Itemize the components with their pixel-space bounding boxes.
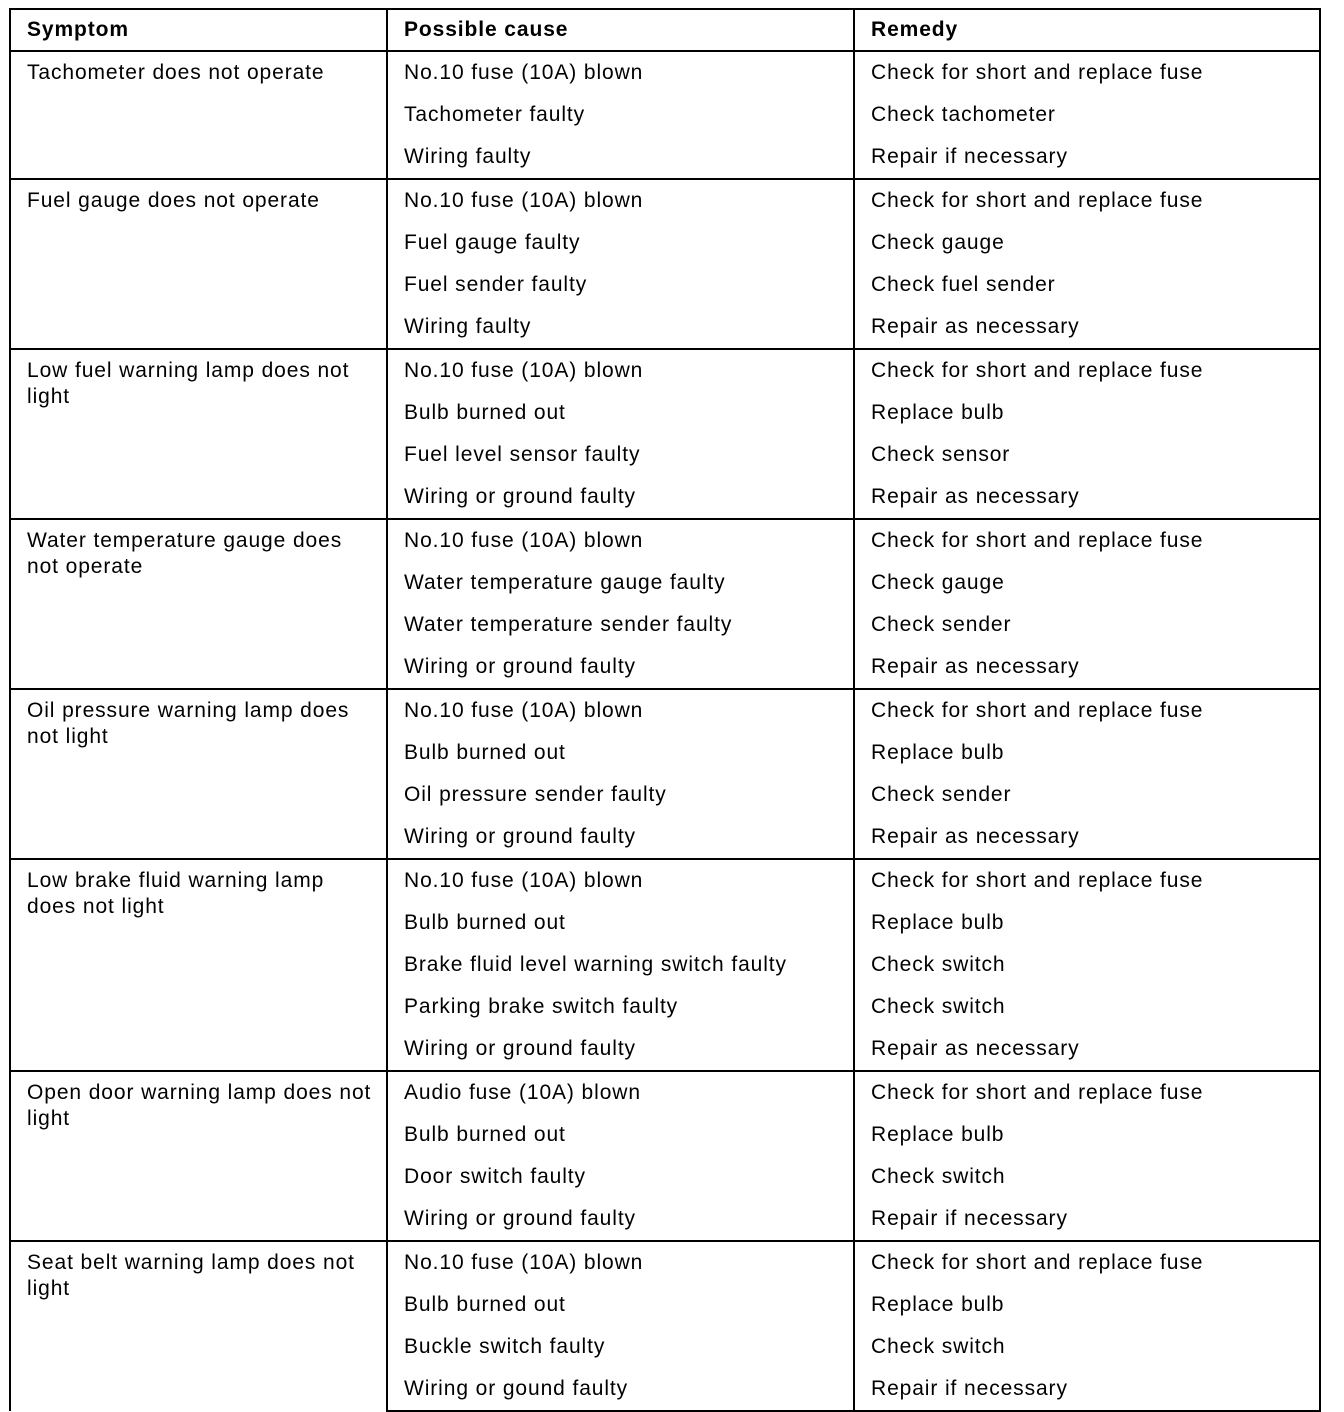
cause-cell: Bulb burned out bbox=[387, 1284, 854, 1326]
remedy-cell: Check fuel sender bbox=[854, 264, 1320, 306]
symptom-cell: Water temperature gauge does not operate bbox=[10, 519, 387, 689]
remedy-cell: Check sender bbox=[854, 774, 1320, 816]
cause-cell: Fuel sender faulty bbox=[387, 264, 854, 306]
symptom-cell: Tachometer does not operate bbox=[10, 51, 387, 179]
cause-column-header: Possible cause bbox=[387, 9, 854, 51]
remedy-cell: Check for short and replace fuse bbox=[854, 519, 1320, 562]
symptom-cell: Low fuel warning lamp does not light bbox=[10, 349, 387, 519]
remedy-cell: Replace bulb bbox=[854, 902, 1320, 944]
cause-cell: Oil pressure sender faulty bbox=[387, 774, 854, 816]
cause-cell: Wiring faulty bbox=[387, 306, 854, 349]
remedy-cell: Check switch bbox=[854, 944, 1320, 986]
remedy-cell: Repair if necessary bbox=[854, 1368, 1320, 1411]
cause-cell: Water temperature sender faulty bbox=[387, 604, 854, 646]
symptom-cell: Low brake fluid warning lamp does not light bbox=[10, 859, 387, 1071]
remedy-cell: Repair as necessary bbox=[854, 1028, 1320, 1071]
symptom-cell: Open door warning lamp does not light bbox=[10, 1071, 387, 1241]
cause-cell: No.10 fuse (10A) blown bbox=[387, 179, 854, 222]
remedy-cell: Replace bulb bbox=[854, 732, 1320, 774]
table-body bbox=[10, 51, 1320, 1411]
symptom-cell: Fuel gauge does not operate bbox=[10, 179, 387, 349]
cause-cell: Wiring or ground faulty bbox=[387, 1028, 854, 1071]
remedy-cell: Check switch bbox=[854, 1326, 1320, 1368]
table-row bbox=[10, 1071, 1320, 1114]
cause-cell: No.10 fuse (10A) blown bbox=[387, 689, 854, 732]
table-row bbox=[10, 519, 1320, 562]
table-row bbox=[10, 349, 1320, 392]
remedy-cell: Replace bulb bbox=[854, 1114, 1320, 1156]
remedy-cell: Check switch bbox=[854, 986, 1320, 1028]
remedy-cell: Repair as necessary bbox=[854, 646, 1320, 689]
remedy-cell: Check tachometer bbox=[854, 94, 1320, 136]
cause-cell: Fuel level sensor faulty bbox=[387, 434, 854, 476]
cause-cell: No.10 fuse (10A) blown bbox=[387, 1241, 854, 1284]
remedy-cell: Check for short and replace fuse bbox=[854, 51, 1320, 94]
cause-cell: Bulb burned out bbox=[387, 902, 854, 944]
cause-cell: Brake fluid level warning switch faulty bbox=[387, 944, 854, 986]
remedy-cell: Check for short and replace fuse bbox=[854, 1241, 1320, 1284]
remedy-cell: Check switch bbox=[854, 1156, 1320, 1198]
cause-cell: No.10 fuse (10A) blown bbox=[387, 519, 854, 562]
cause-cell: Tachometer faulty bbox=[387, 94, 854, 136]
remedy-cell: Repair as necessary bbox=[854, 306, 1320, 349]
remedy-column-header: Remedy bbox=[854, 9, 1320, 51]
table-row bbox=[10, 51, 1320, 94]
remedy-cell: Check sender bbox=[854, 604, 1320, 646]
cause-cell: Bulb burned out bbox=[387, 1114, 854, 1156]
remedy-cell: Check gauge bbox=[854, 562, 1320, 604]
remedy-cell: Check for short and replace fuse bbox=[854, 859, 1320, 902]
cause-cell: Parking brake switch faulty bbox=[387, 986, 854, 1028]
cause-cell: Door switch faulty bbox=[387, 1156, 854, 1198]
cause-cell: Wiring or ground faulty bbox=[387, 816, 854, 859]
remedy-cell: Check gauge bbox=[854, 222, 1320, 264]
remedy-cell: Repair if necessary bbox=[854, 136, 1320, 179]
symptom-cell: Oil pressure warning lamp does not light bbox=[10, 689, 387, 859]
cause-cell: Wiring or gound faulty bbox=[387, 1368, 854, 1411]
cause-cell: Wiring or ground faulty bbox=[387, 476, 854, 519]
cause-cell: Wiring or ground faulty bbox=[387, 1198, 854, 1241]
remedy-cell: Check for short and replace fuse bbox=[854, 1071, 1320, 1114]
cause-cell: Buckle switch faulty bbox=[387, 1326, 854, 1368]
remedy-cell: Check sensor bbox=[854, 434, 1320, 476]
remedy-cell: Repair if necessary bbox=[854, 1198, 1320, 1241]
cause-cell: Wiring or ground faulty bbox=[387, 646, 854, 689]
table-row bbox=[10, 1241, 1320, 1284]
header-row bbox=[10, 9, 1320, 51]
cause-cell: Bulb burned out bbox=[387, 732, 854, 774]
cause-cell: No.10 fuse (10A) blown bbox=[387, 51, 854, 94]
remedy-cell: Check for short and replace fuse bbox=[854, 179, 1320, 222]
symptom-cell: Seat belt warning lamp does not light bbox=[10, 1241, 387, 1411]
remedy-cell: Check for short and replace fuse bbox=[854, 349, 1320, 392]
cause-cell: Audio fuse (10A) blown bbox=[387, 1071, 854, 1114]
cause-cell: No.10 fuse (10A) blown bbox=[387, 349, 854, 392]
cause-cell: Wiring faulty bbox=[387, 136, 854, 179]
cause-cell: Fuel gauge faulty bbox=[387, 222, 854, 264]
symptom-column-header: Symptom bbox=[10, 9, 387, 51]
cause-cell: Water temperature gauge faulty bbox=[387, 562, 854, 604]
table-row bbox=[10, 859, 1320, 902]
troubleshooting-table bbox=[9, 8, 1321, 1412]
table-row bbox=[10, 689, 1320, 732]
remedy-cell: Replace bulb bbox=[854, 392, 1320, 434]
remedy-cell: Repair as necessary bbox=[854, 476, 1320, 519]
cause-cell: No.10 fuse (10A) blown bbox=[387, 859, 854, 902]
remedy-cell: Check for short and replace fuse bbox=[854, 689, 1320, 732]
remedy-cell: Replace bulb bbox=[854, 1284, 1320, 1326]
table-header bbox=[10, 9, 1320, 51]
table-row bbox=[10, 179, 1320, 222]
remedy-cell: Repair as necessary bbox=[854, 816, 1320, 859]
cause-cell: Bulb burned out bbox=[387, 392, 854, 434]
